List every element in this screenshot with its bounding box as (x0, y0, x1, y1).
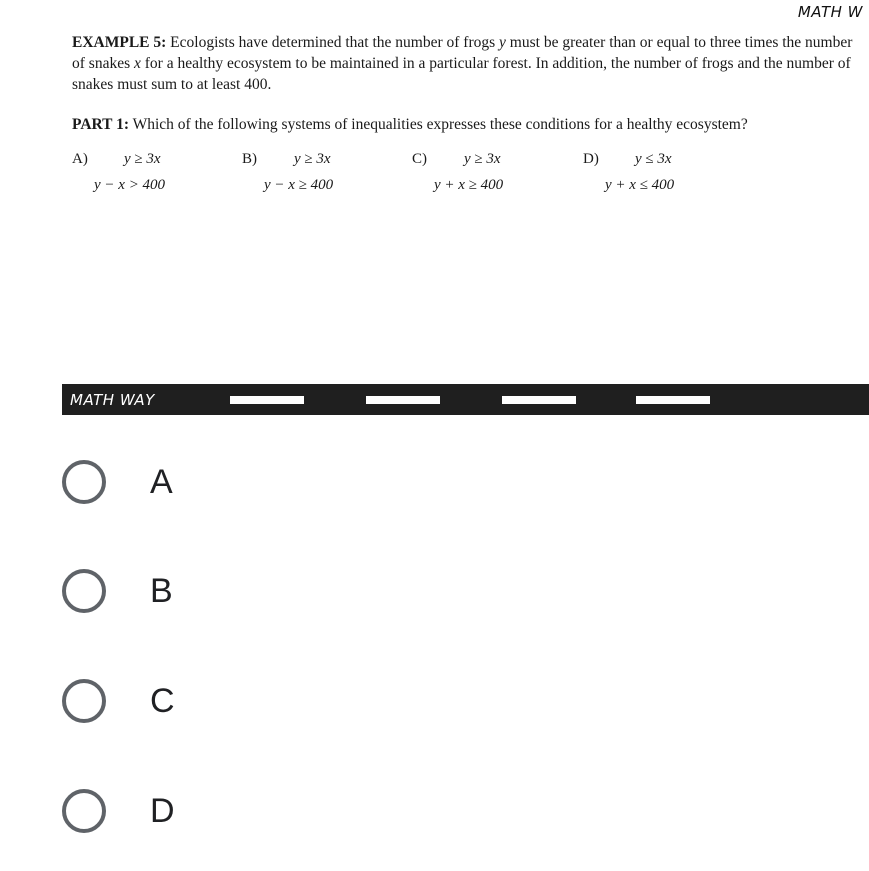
variable-y: y (499, 34, 506, 51)
corner-brand-logo: MATH W (797, 3, 863, 21)
system-c-line2: y + x ≥ 400 (434, 177, 504, 193)
system-a-line2: y − x > 400 (94, 177, 166, 193)
system-a-line1: y ≥ 3x (124, 151, 161, 167)
banner-dash (636, 396, 710, 404)
example-label: EXAMPLE 5: (72, 34, 167, 51)
system-d-line1: y ≤ 3x (635, 151, 672, 167)
system-d-label: D) (583, 151, 599, 167)
system-c-line1: y ≥ 3x (464, 151, 501, 167)
system-b-label: B) (242, 151, 257, 167)
option-d-label: D (150, 791, 175, 830)
system-c-label: C) (412, 151, 427, 167)
option-b-label: B (150, 571, 173, 610)
question-part-b: must be greater than or equal to three times the number of snakes (72, 34, 853, 72)
radio-circle-icon[interactable] (62, 789, 106, 833)
math-way-banner (62, 384, 869, 415)
option-b[interactable] (62, 563, 362, 619)
question-part-a: Ecologists have determined that the number of frogs (166, 34, 500, 51)
banner-dash (502, 396, 576, 404)
question-text (72, 32, 864, 95)
system-a-label: A) (72, 151, 88, 167)
option-c-label: C (150, 681, 175, 720)
banner-dash (230, 396, 304, 404)
option-a-label: A (150, 462, 173, 501)
part-prompt (72, 114, 864, 135)
radio-circle-icon[interactable] (62, 679, 106, 723)
system-b-line1: y ≥ 3x (294, 151, 331, 167)
radio-circle-icon[interactable] (62, 460, 106, 504)
system-d-line2: y + x ≤ 400 (605, 177, 675, 193)
banner-dash (366, 396, 440, 404)
system-b-line2: y − x ≥ 400 (264, 177, 334, 193)
option-a[interactable] (62, 454, 362, 510)
question-part-c: for a healthy ecosystem to be maintained in a particular forest. In addition, the number of frogs and the number of snakes must sum to at least 400. (72, 55, 851, 93)
banner-brand-logo: MATH WAY (70, 391, 155, 409)
part-label: PART 1: (72, 116, 130, 133)
part-text: Which of the following systems of inequalities expresses these conditions for a healthy ecosystem? (129, 116, 748, 133)
option-d[interactable] (62, 783, 362, 839)
variable-x: x (134, 55, 141, 72)
radio-circle-icon[interactable] (62, 569, 106, 613)
option-c[interactable] (62, 673, 362, 729)
